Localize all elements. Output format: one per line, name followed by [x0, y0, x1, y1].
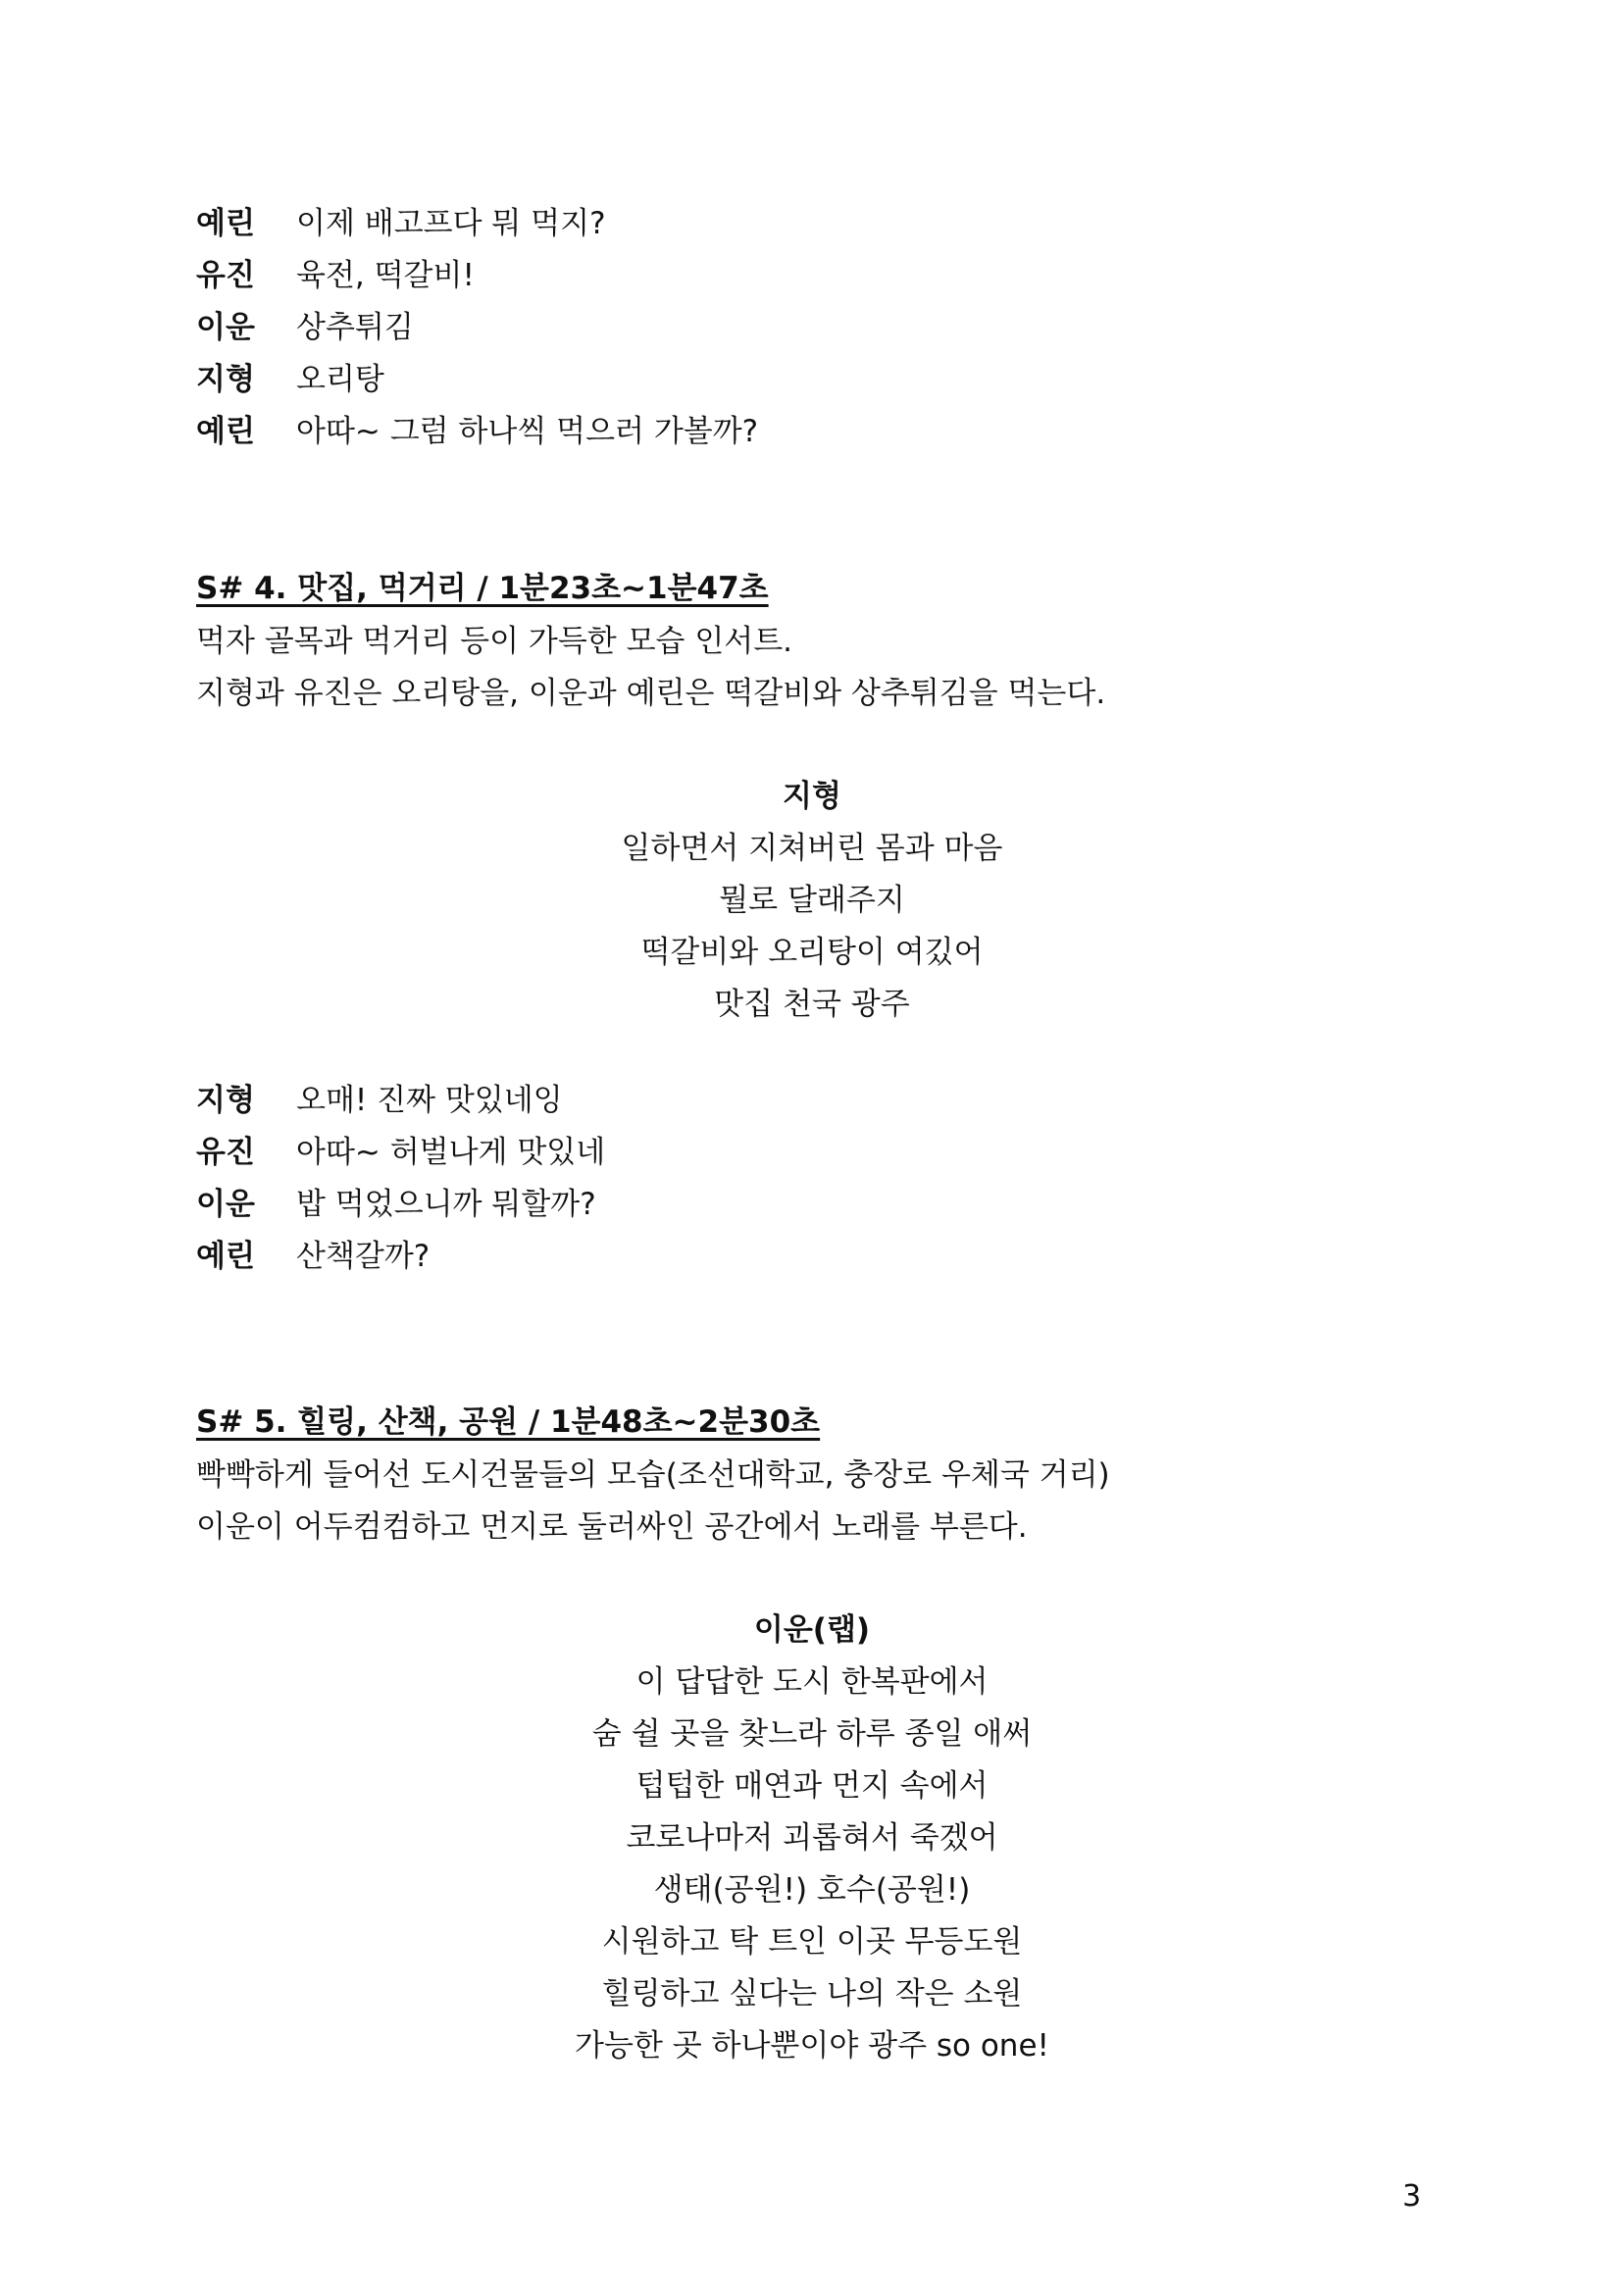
song-lyric: 숨 쉴 곳을 찾느라 하루 종일 애써 [591, 1716, 1033, 1752]
dialogue-line [196, 1123, 605, 1174]
song-lyric: 일하면서 지쳐버린 몸과 마음 [621, 831, 1003, 866]
dialogue-line [196, 194, 606, 245]
song-singer: 이운(랩) [753, 1612, 871, 1648]
speaker-name: 이운 [196, 1186, 255, 1222]
speaker-name: 예린 [196, 413, 255, 449]
song-lyric: 가능한 곳 하나뿐이야 광주 so one! [575, 2028, 1049, 2064]
speaker-name: 예린 [196, 205, 255, 241]
dialogue-line [196, 1071, 563, 1122]
dialogue-line [196, 246, 475, 297]
song-lyric: 시원하고 탁 트인 이곳 무등도원 [601, 1924, 1023, 1960]
dialogue-line [196, 350, 384, 401]
scene-direction: 먹자 골목과 먹거리 등이 가득한 모습 인서트. [196, 624, 793, 659]
song-lyric: 생태(공원!) 호수(공원!) [653, 1872, 971, 1908]
speaker-name: 이운 [196, 309, 255, 345]
scene-heading: S# 4. 맛집, 먹거리 / 1분23초~1분47초 [196, 571, 769, 606]
dialogue-line [196, 402, 758, 453]
dialogue-text: 오리탕 [296, 361, 384, 397]
song-lyric: 텁텁한 매연과 먼지 속에서 [635, 1768, 989, 1804]
speaker-name: 지형 [196, 1082, 255, 1118]
dialogue-text: 상추튀김 [296, 309, 414, 345]
dialogue-text: 오매! 진짜 맛있네잉 [296, 1082, 563, 1118]
song-lyric: 떡갈비와 오리탕이 여깄어 [640, 935, 984, 970]
dialogue-line [196, 1227, 430, 1278]
speaker-name: 유진 [196, 257, 255, 293]
scene-direction: 빡빡하게 들어선 도시건물들의 모습(조선대학교, 충장로 우체국 거리) [196, 1457, 1110, 1493]
song-lyric: 힐링하고 싶다는 나의 작은 소원 [601, 1976, 1023, 2012]
speaker-name: 예린 [196, 1238, 255, 1274]
speaker-name: 지형 [196, 361, 255, 397]
page-number: 3 [1402, 2179, 1422, 2214]
dialogue-text: 육전, 떡갈비! [296, 257, 475, 293]
scene-heading: S# 5. 힐링, 산책, 공원 / 1분48초~2분30초 [196, 1404, 821, 1440]
scene-direction: 지형과 유진은 오리탕을, 이운과 예린은 떡갈비와 상추튀김을 먹는다. [196, 676, 1106, 711]
song-lyric: 이 답답한 도시 한복판에서 [635, 1664, 989, 1700]
dialogue-text: 이제 배고프다 뭐 먹지? [296, 205, 606, 241]
song-singer: 지형 [783, 779, 841, 814]
song-lyric: 맛집 천국 광주 [714, 987, 910, 1022]
song-lyric: 뭘로 달래주지 [719, 883, 905, 918]
dialogue-text: 아따~ 그럼 하나씩 먹으러 가볼까? [296, 413, 759, 449]
dialogue-text: 밥 먹었으니까 뭐할까? [296, 1186, 596, 1222]
speaker-name: 유진 [196, 1134, 255, 1170]
dialogue-text: 아따~ 허벌나게 맛있네 [296, 1134, 606, 1170]
dialogue-line [196, 1175, 596, 1226]
dialogue-line [196, 298, 414, 349]
dialogue-text: 산책갈까? [296, 1238, 431, 1274]
song-lyric: 코로나마저 괴롭혀서 죽겠어 [626, 1820, 998, 1856]
scene-direction: 이운이 어두컴컴하고 먼지로 둘러싸인 공간에서 노래를 부른다. [196, 1509, 1028, 1545]
